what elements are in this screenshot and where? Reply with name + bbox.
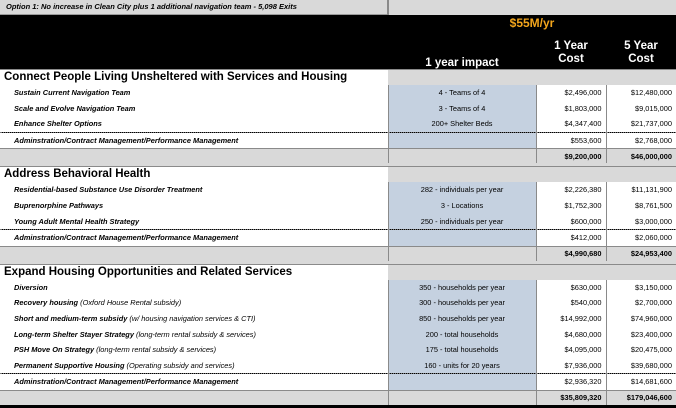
column-headers <box>0 32 676 70</box>
section-header <box>0 167 676 183</box>
impact-cell: 3 - Teams of 4 <box>388 101 536 117</box>
budget-label: $55M/yr <box>388 15 676 33</box>
option-title: Option 1: No increase in Clean City plus 1 additional navigation team - 5,098 Exits <box>0 0 388 15</box>
year5-cost-cell: $21,737,000 <box>606 116 676 132</box>
year1-header: 1 Year Cost <box>536 32 606 70</box>
impact-cell <box>388 374 536 391</box>
year5-total: $24,953,400 <box>606 246 676 261</box>
year1-cost-cell: $1,752,300 <box>536 198 606 214</box>
line-item-name <box>0 311 388 327</box>
line-item-name <box>0 85 388 101</box>
impact-cell: 3 - Locations <box>388 198 536 214</box>
year5-cost-cell: $74,960,000 <box>606 311 676 327</box>
line-item-name <box>0 295 388 311</box>
year1-cost-cell: $14,992,000 <box>536 311 606 327</box>
year1-cost-cell: $2,226,380 <box>536 182 606 198</box>
year5-total: $179,046,600 <box>606 390 676 405</box>
line-item-row <box>0 101 676 117</box>
line-item-name <box>0 327 388 343</box>
line-item-row <box>0 182 676 198</box>
line-item-note: (long-term rental subsidy & services) <box>96 345 217 355</box>
admin-row <box>0 230 676 247</box>
line-item-name <box>0 182 388 198</box>
impact-cell: 250 - individuals per year <box>388 214 536 230</box>
impact-cell <box>388 230 536 247</box>
line-item-label: Short and medium-term subsidy <box>14 314 128 324</box>
section-title: Connect People Living Unsheltered with Services and Housing <box>0 70 388 86</box>
impact-cell: 350 - households per year <box>388 280 536 296</box>
year5-cost-cell: $23,400,000 <box>606 327 676 343</box>
line-item-name <box>0 116 388 132</box>
line-item-row <box>0 214 676 230</box>
line-item-label: Young Adult Mental Health Strategy <box>14 216 140 226</box>
line-item-name <box>0 342 388 358</box>
section-title: Expand Housing Opportunities and Related Services <box>0 264 388 280</box>
year1-cost-cell: $4,347,400 <box>536 116 606 132</box>
admin-row <box>0 374 676 391</box>
year5-cost-cell: $2,060,000 <box>606 230 676 247</box>
line-item-row <box>0 198 676 214</box>
impact-cell: 200 - total households <box>388 327 536 343</box>
section-title: Address Behavioral Health <box>0 167 388 183</box>
year5-header: 5 Year Cost <box>606 32 676 70</box>
line-item-label: PSH Move On Strategy <box>14 345 95 355</box>
line-item-name <box>0 132 388 149</box>
year1-total: $4,990,680 <box>536 246 606 261</box>
line-item-label: Adminstration/Contract Management/Performance Management <box>14 377 239 387</box>
line-item-name <box>0 214 388 230</box>
option-row <box>0 0 676 15</box>
sections-body <box>0 70 676 405</box>
year1-cost-cell: $540,000 <box>536 295 606 311</box>
line-item-label: Adminstration/Contract Management/Performance Management <box>14 135 239 145</box>
line-item-name <box>0 374 388 391</box>
year5-cost-cell: $39,680,000 <box>606 358 676 374</box>
year1-cost-cell: $1,803,000 <box>536 101 606 117</box>
line-item-name <box>0 101 388 117</box>
year5-cost-cell: $3,000,000 <box>606 214 676 230</box>
impact-cell: 850 - households per year <box>388 311 536 327</box>
impact-cell: 160 - units for 20 years <box>388 358 536 374</box>
year5-cost-cell: $12,480,000 <box>606 85 676 101</box>
year1-cost-cell: $630,000 <box>536 280 606 296</box>
year1-total: $9,200,000 <box>536 149 606 164</box>
impact-cell: 282 - individuals per year <box>388 182 536 198</box>
line-item-label: Diversion <box>14 282 48 292</box>
year1-cost-cell: $553,600 <box>536 132 606 149</box>
option-spacer <box>388 0 676 15</box>
budget-row <box>0 15 676 33</box>
line-item-label: Buprenorphine Pathways <box>14 201 104 211</box>
year1-cost-cell: $412,000 <box>536 230 606 247</box>
year1-cost-cell: $2,496,000 <box>536 85 606 101</box>
year1-cost-cell: $600,000 <box>536 214 606 230</box>
year5-cost-cell: $9,015,000 <box>606 101 676 117</box>
impact-cell: 4 - Teams of 4 <box>388 85 536 101</box>
year5-cost-cell: $20,475,000 <box>606 342 676 358</box>
line-item-row <box>0 295 676 311</box>
impact-header: 1 year impact <box>388 32 536 70</box>
line-item-label: Sustain Current Navigation Team <box>14 88 131 98</box>
line-item-note: (Oxford House Rental subsidy) <box>80 298 182 308</box>
year5-cost-cell: $11,131,900 <box>606 182 676 198</box>
section-total-row <box>0 246 676 261</box>
line-item-row <box>0 85 676 101</box>
admin-row <box>0 132 676 149</box>
line-item-name <box>0 230 388 247</box>
section-total-row <box>0 390 676 405</box>
year5-cost-cell: $2,768,000 <box>606 132 676 149</box>
year5-cost-cell: $8,761,500 <box>606 198 676 214</box>
impact-cell: 175 - total households <box>388 342 536 358</box>
year1-cost-cell: $4,095,000 <box>536 342 606 358</box>
section-header <box>0 264 676 280</box>
line-item-row <box>0 116 676 132</box>
year1-total: $35,809,320 <box>536 390 606 405</box>
line-item-label: Adminstration/Contract Management/Performance Management <box>14 233 239 243</box>
line-item-row <box>0 342 676 358</box>
line-item-label: Scale and Evolve Navigation Team <box>14 103 136 113</box>
year1-cost-cell: $4,680,000 <box>536 327 606 343</box>
line-item-name <box>0 198 388 214</box>
year1-cost-cell: $2,936,320 <box>536 374 606 391</box>
line-item-label: Permanent Supportive Housing <box>14 360 125 370</box>
impact-cell: 300 - households per year <box>388 295 536 311</box>
section-header <box>0 70 676 86</box>
line-item-label: Recovery housing <box>14 298 79 308</box>
year5-cost-cell: $2,700,000 <box>606 295 676 311</box>
impact-cell: 200+ Shelter Beds <box>388 116 536 132</box>
line-item-label: Long-term Shelter Stayer Strategy <box>14 329 134 339</box>
line-item-note: (long-term rental subsidy & services) <box>136 329 256 339</box>
line-item-row <box>0 280 676 296</box>
year5-cost-cell: $14,681,600 <box>606 374 676 391</box>
line-item-name <box>0 358 388 374</box>
line-item-row <box>0 327 676 343</box>
section-total-row <box>0 149 676 164</box>
line-item-label: Enhance Shelter Options <box>14 119 102 129</box>
line-item-row <box>0 311 676 327</box>
line-item-note: (Operating subsidy and services) <box>126 360 235 370</box>
line-item-note: (w/ housing navigation services & CTI) <box>129 314 256 324</box>
line-item-label: Residential-based Substance Use Disorder Treatment <box>14 185 203 195</box>
line-item-row <box>0 358 676 374</box>
impact-cell <box>388 132 536 149</box>
year1-cost-cell: $7,936,000 <box>536 358 606 374</box>
year5-cost-cell: $3,150,000 <box>606 280 676 296</box>
line-item-name <box>0 280 388 296</box>
year5-total: $46,000,000 <box>606 149 676 164</box>
